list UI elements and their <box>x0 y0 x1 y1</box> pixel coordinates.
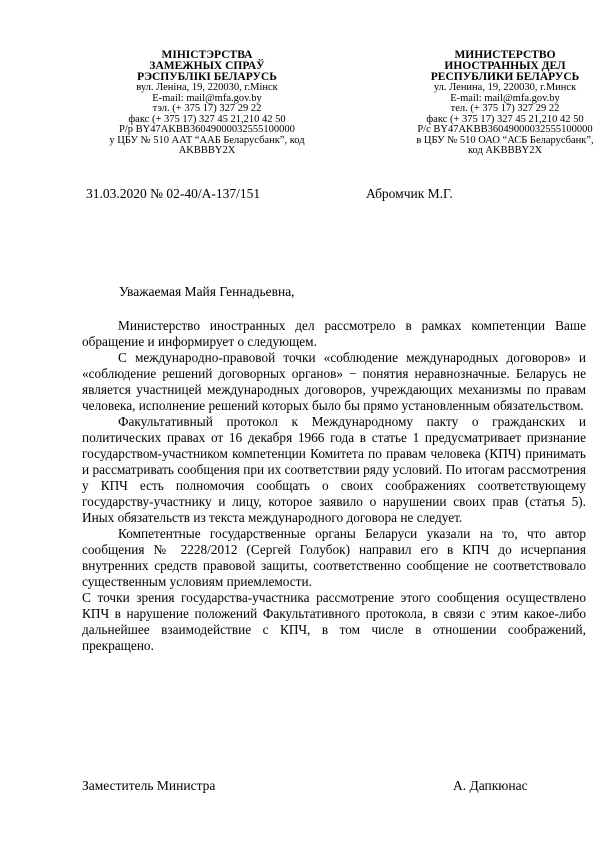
body-paragraph: Министерство иностранных дел рассмотрело в рамках компетенции Ваше обращение и информирует о следующем. <box>82 318 586 349</box>
ministry-name-line: РЕСПУБЛИКИ БЕЛАРУСЬ <box>430 71 580 83</box>
letter-body <box>82 318 586 654</box>
bank-code: код AKBBBY2X <box>467 145 543 156</box>
fax: факс (+ 375 17) 327 45 21,210 42 50 <box>426 113 584 125</box>
bank-account: Р/р BY47AKBB36049000032555100000 <box>119 124 295 135</box>
ministry-name-line: ИНОСТРАННЫХ ДЕЛ <box>444 60 566 72</box>
ministry-name-line: РЭСПУБЛІКІ БЕЛАРУСЬ <box>137 71 277 83</box>
signatory-name: А. Дапкюнас <box>453 778 528 793</box>
letterhead-russian <box>370 50 614 157</box>
bank-name: у ЦБУ № 510 ААТ “ААБ Беларусбанк”, код <box>109 134 305 146</box>
bank-name: в ЦБУ № 510 ОАО “АСБ Беларусбанк”, <box>416 134 594 146</box>
address: вул. Леніна, 19, 220030, г.Мінск <box>136 82 278 93</box>
email: E-mail: mail@mfa.gov.by <box>450 92 560 104</box>
body-paragraph: Факультативный протокол к Международному пакту о гражданских и политических правах от 16 декабря 1966 года в статье 1 предусматривает признание государством-участником компетенции Комитета по правам человека (КПЧ) принимать и рассматривать сообщения при их соответствии ряду условий. По итогам рассмотрения у КПЧ есть полномочия сообщать о своих соображениях соответствующему государству-участнику и лицу, которое заявило о нарушении своих прав (статья 5). Иных обязательств из текста международного договора не следует. <box>82 414 586 525</box>
email: E-mail: mail@mfa.gov.by <box>152 92 262 104</box>
ministry-name-line: МИНИСТЕРСТВО <box>454 49 556 61</box>
phone: тел. (+ 375 17) 327 29 22 <box>450 103 560 114</box>
letterhead-belarusian <box>72 50 342 157</box>
address: ул. Ленина, 19, 220030, г.Минск <box>433 82 577 93</box>
ministry-name-line: ЗАМЕЖНЫХ СПРАЎ <box>149 60 265 72</box>
bank-code: AKBBBY2X <box>178 145 236 156</box>
phone: тэл. (+ 375 17) 327 29 22 <box>152 103 262 114</box>
greeting: Уважаемая Майя Геннадьевна, <box>119 284 295 299</box>
body-paragraph: С международно-правовой точки «соблюдение международных договоров» и «соблюдение решений договорных органов» − понятия неравнозначные. Беларусь не является участницей международных договоров, учреждающих механизмы по правам человека, исполнение решений которых было бы прямо установленным обязательством. <box>82 350 586 413</box>
signatory-title: Заместитель Министра <box>82 778 216 793</box>
body-paragraph-final: С точки зрения государства-участника рассмотрение этого сообщения осуществлено КПЧ в нарушение положений Факультативного протокола, в связи с этим какое-либо дальнейшее взаимодействие с КПЧ, в том числе в отношении соображений, прекращено. <box>82 590 586 653</box>
addressee: Абромчик М.Г. <box>366 186 453 201</box>
ministry-name-line: МІНІСТЭРСТВА <box>161 49 253 61</box>
bank-account: Р/с BY47AKBB36049000032555100000 <box>417 124 593 135</box>
document-reference: 31.03.2020 № 02-40/А-137/151 <box>86 186 261 201</box>
body-paragraph: Компетентные государственные органы Беларуси указали на то, что автор сообщения № 2228/2012 (Сергей Голубок) направил его в КПЧ до исчерпания внутренних средств правовой защиты, соответственно сообщение не соответствовало существенным условиям приемлемости. <box>82 526 586 589</box>
fax: факс (+ 375 17) 327 45 21,210 42 50 <box>128 113 286 125</box>
